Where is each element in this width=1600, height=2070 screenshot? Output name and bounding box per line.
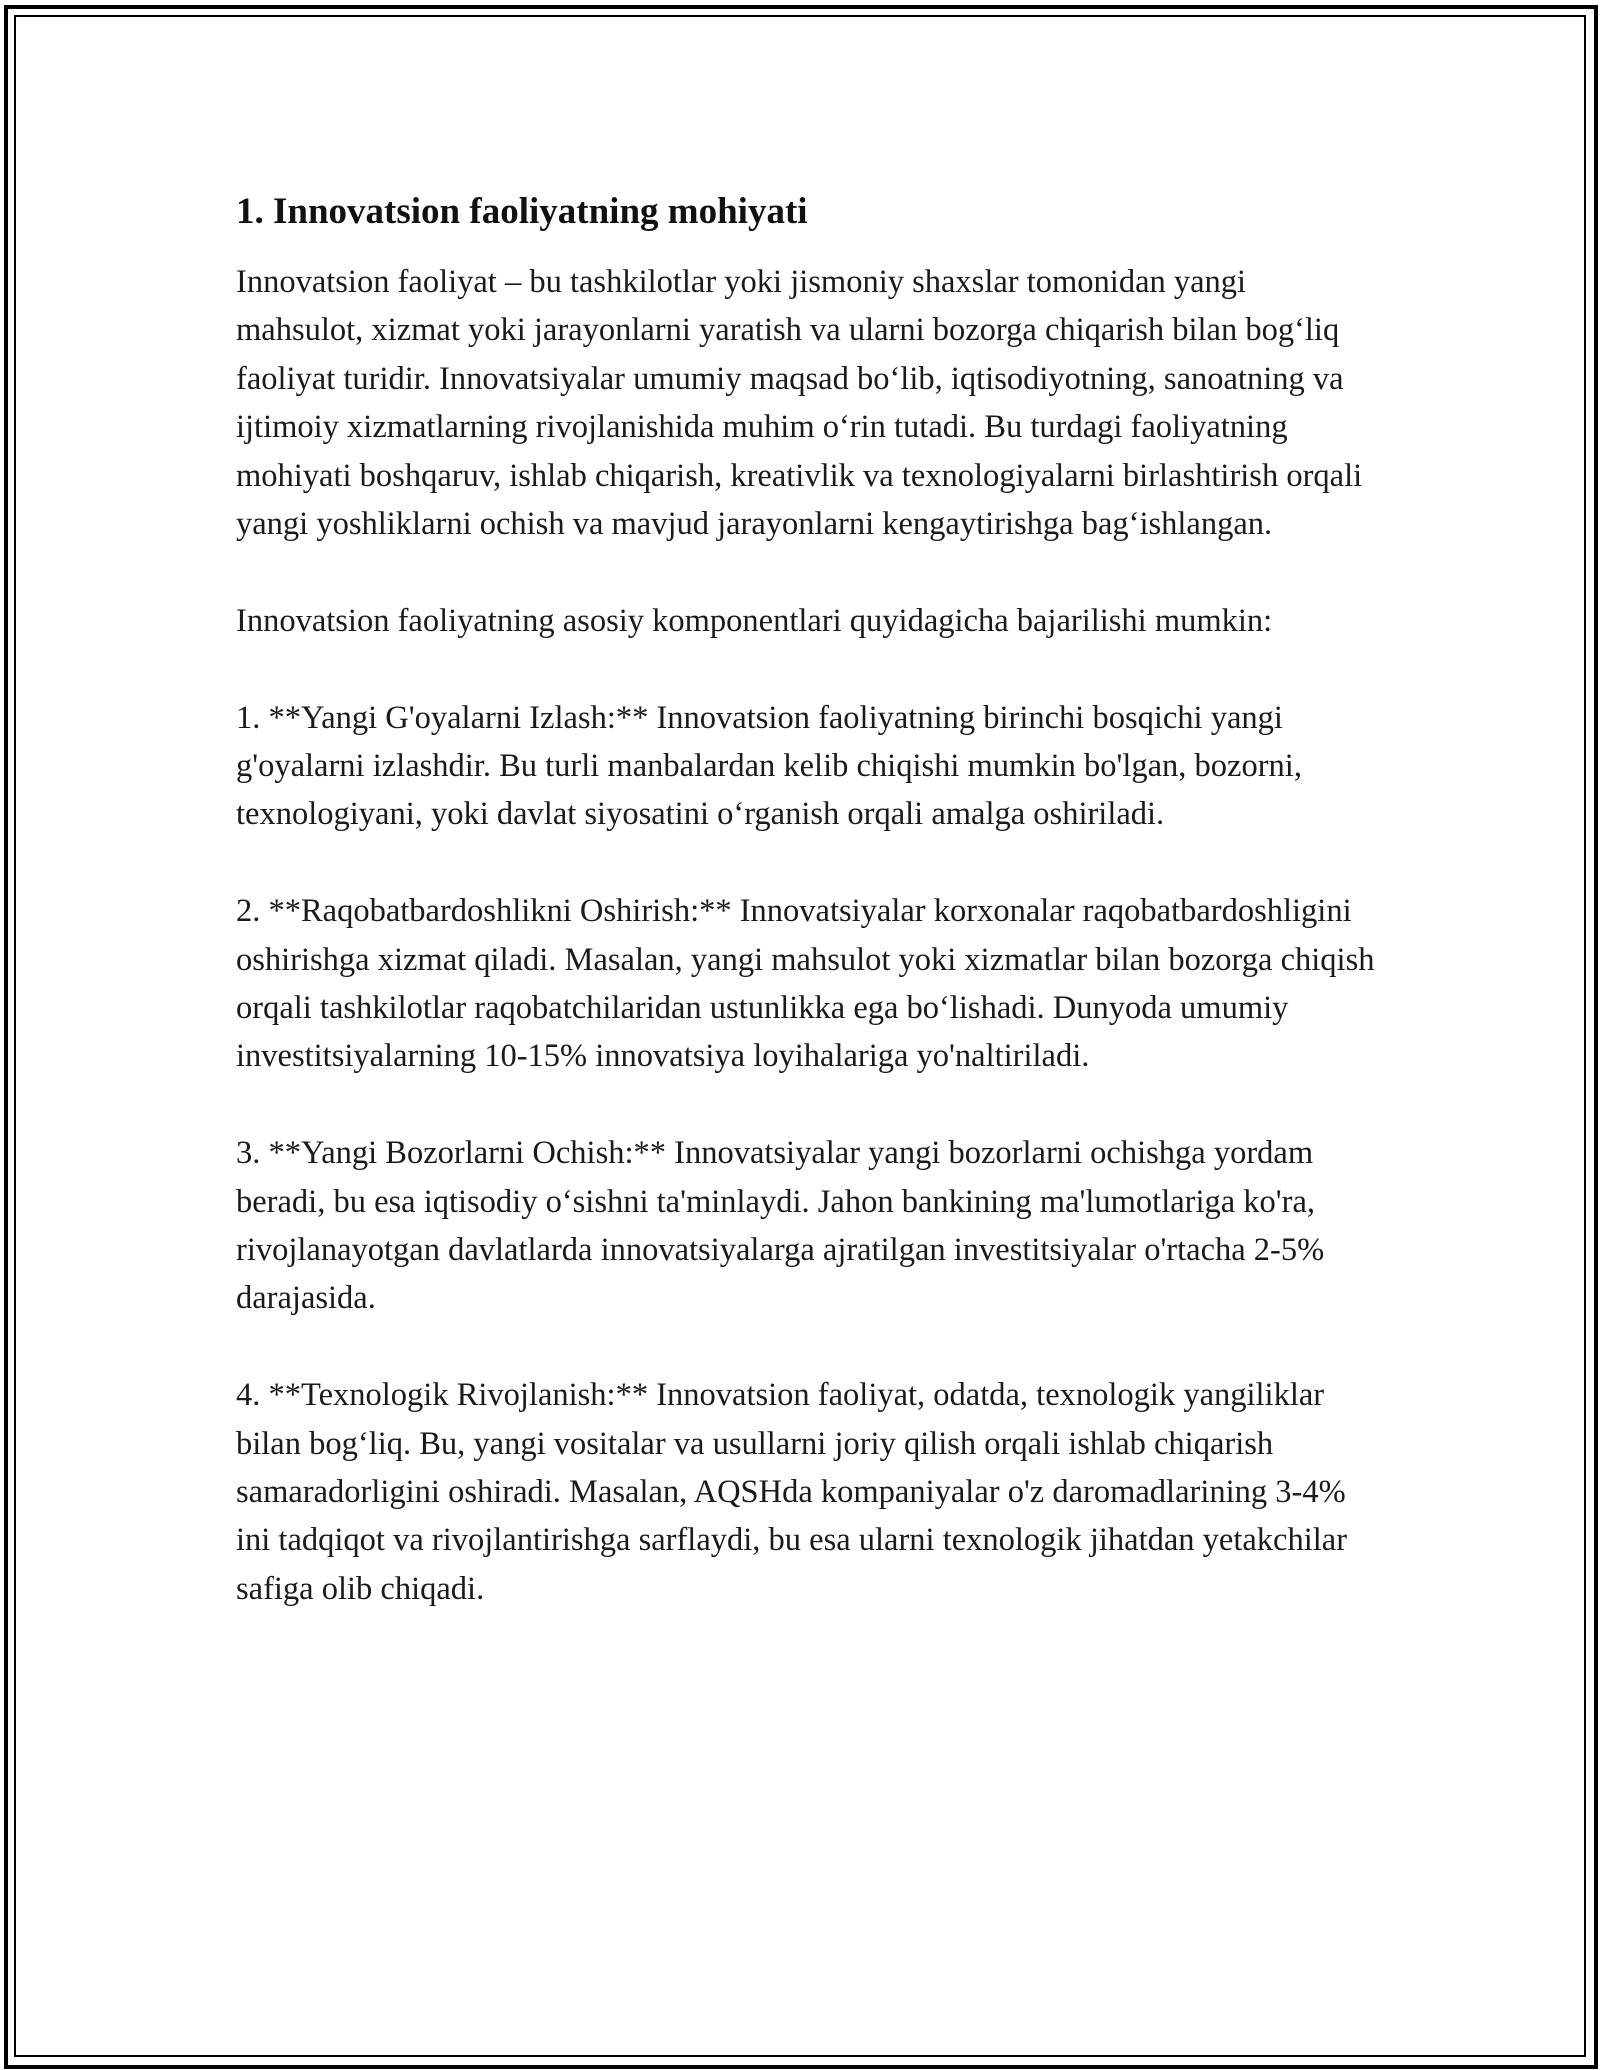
list-item-new-markets: 3. **Yangi Bozorlarni Ochish:** Innovatsiyalar yangi bozorlarni ochishga yordam beradi, bu esa iqtisodiy o‘sishni ta'minlaydi. Jahon bankining ma'lumotlariga ko'ra, rivojlanayotgan davlatlarda innovatsiyalarga ajratilgan investitsiyalar o'rtacha 2-5% darajasida.	[236, 1135, 1325, 1317]
list-item-new-ideas: 1. **Yangi G'oyalarni Izlash:** Innovatsion faoliyatning birinchi bosqichi yangi g'oyalarni izlashdir. Bu turli manbalardan kelib chiqishi mumkin bo'lgan, bozorni, texnologiyani, yoki davlat siyosatini o‘rganish orqali amalga oshiriladi.	[236, 699, 1302, 833]
list-item-competitiveness: 2. **Raqobatbardoshlikni Oshirish:** Innovatsiyalar korxonalar raqobatbardoshligini oshirishga xizmat qiladi. Masalan, yangi mahsulot yoki xizmatlar bilan bozorga chiqish orqali tashkilotlar raqobatchilaridan ustunlikka ega bo‘lishadi. Dunyoda umumiy investitsiyalarning 10-15% innovatsiya loyihalariga yo'naltiriladi.	[236, 893, 1375, 1075]
intro-paragraph: Innovatsion faoliyat – bu tashkilotlar yoki jismoniy shaxslar tomonidan yangi mahsulot, xizmat yoki jarayonlarni yaratish va ularni bozorga chiqarish bilan bog‘liq faoliyat turidir. Innovatsiyalar umumiy maqsad bo‘lib, iqtisodiyotning, sanoatning va ijtimoiy xizmatlarning rivojlanishida muhim o‘rin tutadi. Bu turdagi faoliyatning mohiyati boshqaruv, ishlab chiqarish, kreativlik va texnologiyalarni birlashtirish orqali yangi yoshliklarni ochish va mavjud jarayonlarni kengaytirishga bag‘ishlangan.	[236, 264, 1363, 543]
document-body	[236, 186, 1376, 1613]
components-intro-paragraph: Innovatsion faoliyatning asosiy komponentlari quyidagicha bajarilishi mumkin:	[236, 602, 1273, 639]
section-heading: 1. Innovatsion faoliyatning mohiyati	[236, 191, 808, 232]
list-item-technological-development: 4. **Texnologik Rivojlanish:** Innovatsion faoliyat, odatda, texnologik yangiliklar bilan bog‘liq. Bu, yangi vositalar va usullarni joriy qilish orqali ishlab chiqarish samaradorligini oshiradi. Masalan, AQSHda kompaniyalar o'z daromadlarining 3-4% ini tadqiqot va rivojlantirishga sarflaydi, bu esa ularni texnologik jihatdan yetakchilar safiga olib chiqadi.	[236, 1377, 1348, 1607]
